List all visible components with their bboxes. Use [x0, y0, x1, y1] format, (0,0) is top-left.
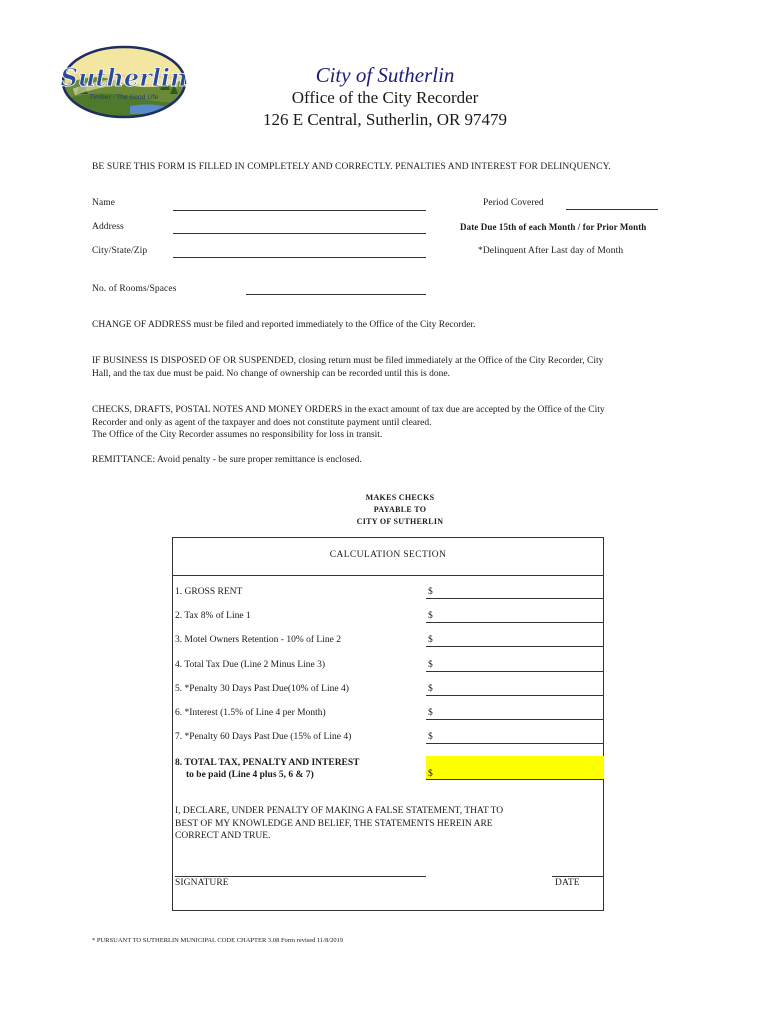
business-disposed-paragraph: IF BUSINESS IS DISPOSED OF OR SUSPENDED, closing return must be filed immediately at the Office of the City Recorder, City Hall, and the tax due must be paid. No change of ownership can be recorded until this is done.	[92, 356, 604, 379]
total-amount-underline	[426, 779, 604, 780]
line-3-label: 3. Motel Owners Retention - 10% of Line 2	[175, 635, 341, 645]
svg-text:Timber · The Good Life: Timber · The Good Life	[89, 94, 159, 101]
line-3-amount[interactable]	[426, 646, 604, 647]
dollar-sign: $	[428, 611, 433, 621]
name-field[interactable]	[173, 210, 426, 211]
calculation-heading: CALCULATION SECTION	[329, 550, 447, 560]
checks-paragraph: CHECKS, DRAFTS, POSTAL NOTES AND MONEY ORDERS in the exact amount of tax due are accepted by the Office of the City Recorder and only as agent of the taxpayer and does not constitute payment until cleared. The Office of the City Recorder assumes no responsibility for loss in transit.	[92, 405, 605, 440]
line-6-amount[interactable]	[426, 719, 604, 720]
line-6-label: 6. *Interest (1.5% of Line 4 per Month)	[175, 708, 326, 718]
line-1-label: 1. GROSS RENT	[175, 587, 243, 597]
line-2-label: 2. Tax 8% of Line 1	[175, 611, 251, 621]
address-label: Address	[92, 222, 124, 232]
line-1-amount[interactable]	[426, 598, 604, 599]
remittance-paragraph: REMITTANCE: Avoid penalty - be sure proper remittance is enclosed.	[92, 455, 362, 465]
date-field[interactable]	[552, 876, 603, 877]
change-of-address-paragraph: CHANGE OF ADDRESS must be filed and reported immediately to the Office of the City Recorder.	[92, 320, 476, 330]
svg-text:Sutherlin: Sutherlin	[60, 63, 188, 92]
declaration-text: I, DECLARE, UNDER PENALTY OF MAKING A FALSE STATEMENT, THAT TO BEST OF MY KNOWLEDGE AND BELIEF, THE STATEMENTS HEREIN ARE CORRECT AND TRUE.	[175, 806, 504, 841]
dollar-sign: $	[428, 708, 433, 718]
city-state-zip-label: City/State/Zip	[92, 246, 148, 256]
line-4-label: 4. Total Tax Due (Line 2 Minus Line 3)	[175, 660, 326, 670]
dollar-sign: $	[428, 769, 433, 779]
rooms-field[interactable]	[246, 294, 426, 295]
line-4-amount[interactable]	[426, 671, 604, 672]
rooms-label: No. of Rooms/Spaces	[92, 284, 177, 294]
line-7-amount[interactable]	[426, 743, 604, 744]
line-2-amount[interactable]	[426, 622, 604, 623]
signature-field[interactable]	[175, 876, 426, 877]
delinquent-note: *Delinquent After Last day of Month	[478, 246, 624, 256]
footer-note: * PURSUANT TO SUTHERLIN MUNICIPAL CODE CHAPTER 3.08 Form revised 11/8/2019	[92, 937, 344, 944]
signature-label: SIGNATURE	[175, 878, 229, 888]
dollar-sign: $	[428, 635, 433, 645]
filing-notice: BE SURE THIS FORM IS FILLED IN COMPLETELY AND CORRECTLY. PENALTIES AND INTEREST FOR DELINQUENCY.	[92, 162, 611, 172]
total-label: 8. TOTAL TAX, PENALTY AND INTEREST to be paid (Line 4 plus 5, 6 & 7)	[175, 758, 360, 780]
payable-to-note: MAKES CHECKS PAYABLE TO CITY OF SUTHERLIN	[356, 493, 444, 526]
line-5-amount[interactable]	[426, 695, 604, 696]
line-5-label: 5. *Penalty 30 Days Past Due(10% of Line 4)	[175, 684, 349, 694]
city-state-zip-field[interactable]	[173, 257, 426, 258]
dollar-sign: $	[428, 684, 433, 694]
city-title: City of Sutherlin	[315, 63, 455, 87]
period-covered-field[interactable]	[566, 209, 658, 210]
office-address: 126 E Central, Sutherlin, OR 97479	[262, 110, 508, 129]
address-field[interactable]	[173, 233, 426, 234]
dollar-sign: $	[428, 660, 433, 670]
date-label: DATE	[555, 878, 580, 888]
calculation-divider	[172, 575, 604, 576]
dollar-sign: $	[428, 732, 433, 742]
city-logo	[60, 44, 188, 120]
due-date-note: Date Due 15th of each Month / for Prior Month	[460, 222, 647, 232]
line-7-label: 7. *Penalty 60 Days Past Due (15% of Line 4)	[175, 732, 352, 742]
total-amount-field[interactable]	[426, 756, 604, 779]
dollar-sign: $	[428, 587, 433, 597]
period-covered-label: Period Covered	[483, 198, 544, 208]
office-name: Office of the City Recorder	[291, 88, 479, 107]
name-label: Name	[92, 198, 116, 208]
